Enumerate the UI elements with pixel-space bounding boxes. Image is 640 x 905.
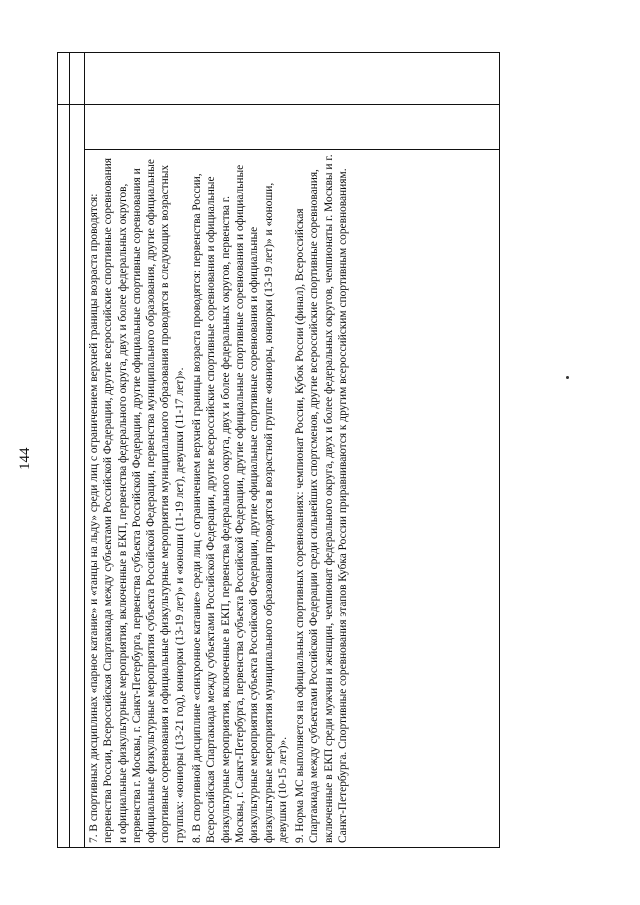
note-paragraph-8: 8. В спортивной дисциплине «синхронное катание» среди лиц с ограничением верхней границы возраста проводятся: первенства России, Всероссийская Спартакиада между субъектами Российской Федерации, другие всероссийские спортивные соревнования и официальные физкультурные мероприятия, включенные в ЕКП, первенства федерального округа, двух и более федеральных округов, первенства г. Москвы, г. Санкт-Петербурга, первенства субъекта Российской Федерации, другие официальные спортивные соревнования и официальные физкультурные мероприятия субъекта Российской Федерации, другие официальные спортивные соревнования и официальные физкультурные мероприятия муниципального образования проводятся в возрастной группе «юниоры, юниорки (13-19 лет)» и «юноши, девушки (10-15 лет)». <box>191 164 289 843</box>
scan-speck <box>566 376 569 379</box>
table-frame <box>57 52 500 848</box>
note-paragraph-9: 9. Норма МС выполняется на официальных спортивных соревнованиях: чемпионат России, Кубок России (финал), Всероссийская Спартакиада между субъектами Российской Федерации среди сильнейших спортсменов, другие всероссийские спортивные соревнования, включенные в ЕКП среди мужчин и женщин, чемпионат федерального округа, двух и более федеральных округов, чемпионаты г. Москвы и г. Санкт-Петербурга. Спортивные соревнования этапов Кубка России приравниваются к другим всероссийским спортивным соревнованиям. <box>294 154 350 843</box>
notes-cell <box>87 153 497 843</box>
rotated-page-content <box>17 52 500 848</box>
note-paragraph-7: 7. В спортивных дисциплинах «парное катание» и «танцы на льду» среди лиц с ограничением верхней границы возраста проводятся: первенства России, Всероссийская Спартакиада между субъектами Российской Федерации, другие всероссийские спортивные соревнования и официальные физкультурные мероприятия, включенные в ЕКП, первенства федерального округа, двух и более федеральных округов, первенства г. Москвы, г. Санкт-Петербурга, первенства субъекта Российской Федерации, другие официальные спортивные соревнования и официальные физкультурные мероприятия субъекта Российской Федерации, первенства муниципального образования, другие официальные спортивные соревнования и официальные физкультурные мероприятия муниципального образования проводятся в следующих возрастных группах: «юниоры (13-21 год), юниорки (13-19 лет)» и «юноши (11-19 лет), девушки (11-17 лет)». <box>88 157 186 843</box>
table-rule <box>58 104 499 105</box>
page-number: 144 <box>17 447 33 470</box>
table-rule <box>84 149 499 150</box>
table-rule <box>69 53 70 847</box>
table-rule <box>84 53 85 847</box>
